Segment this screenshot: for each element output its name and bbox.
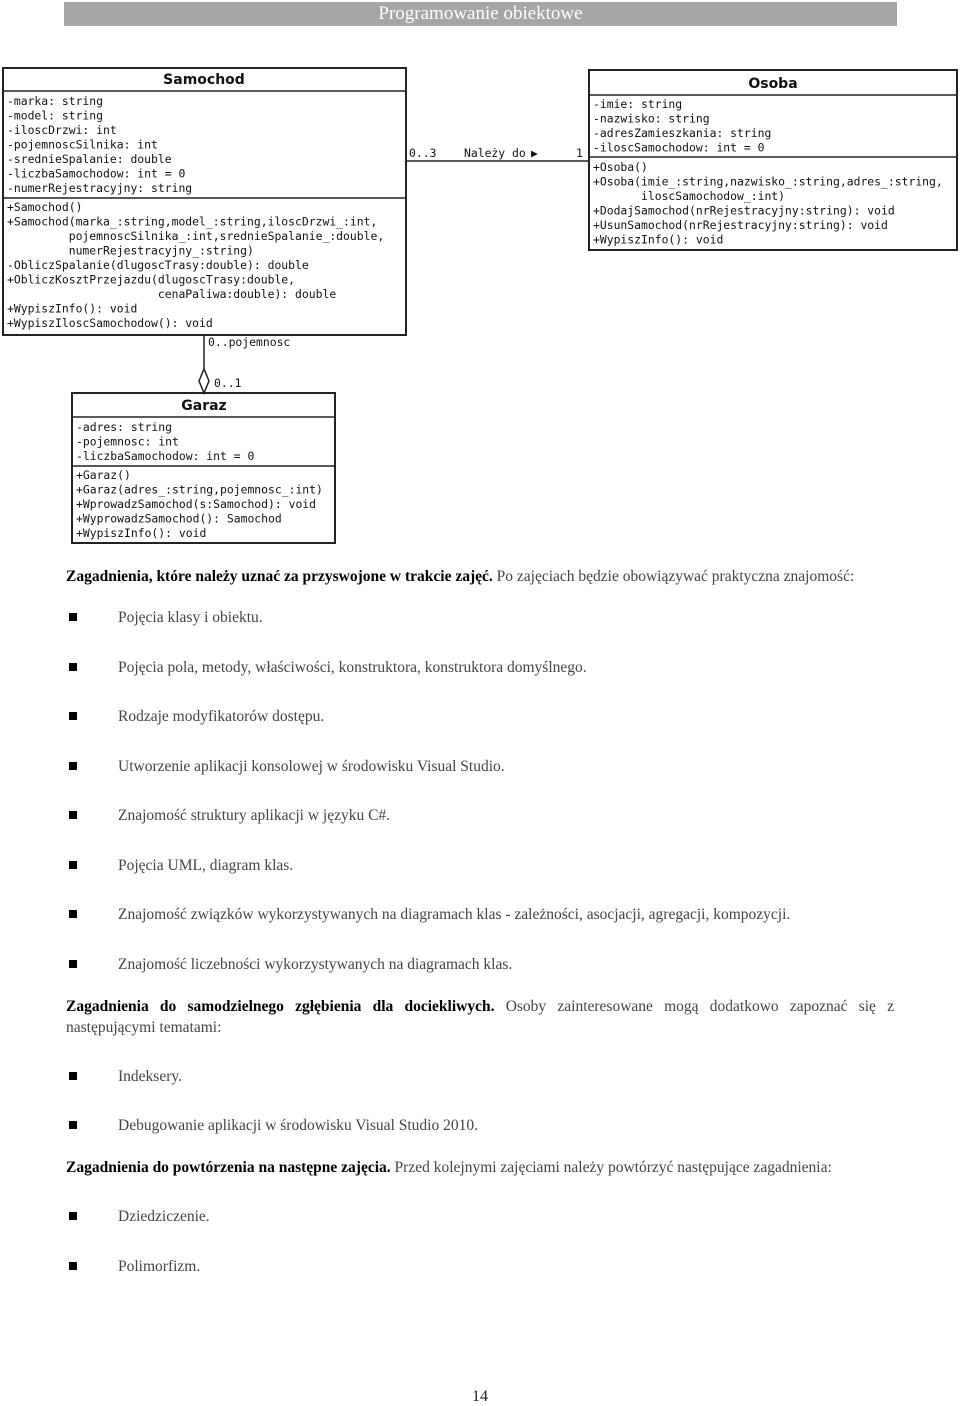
uml-operation: +Garaz(adres_:string,pojemnosc_:int) [76, 482, 323, 497]
uml-operation: +ObliczKosztPrzejazdu(dlugoscTrasy:double, [7, 272, 296, 287]
uml-operation: +Osoba(imie_:string,nazwisko_:string,adres_:string, [593, 174, 943, 189]
uml-operation: +WypiszIloscSamochodow(): void [7, 316, 213, 330]
square-bullet-icon [69, 861, 77, 869]
uml-operation: +Garaz() [76, 468, 131, 482]
list-item [66, 855, 894, 876]
class-osoba [589, 70, 957, 250]
square-bullet-icon [69, 910, 77, 918]
uml-class-diagram [0, 0, 960, 560]
association-direction-icon: ▶ [531, 146, 538, 160]
list-item-text: Utworzenie aplikacji konsolowej w środowisku Visual Studio. [118, 757, 505, 775]
uml-attribute: -adresZamieszkania: string [593, 126, 772, 140]
list-item [66, 607, 894, 628]
page-number: 14 [472, 1388, 488, 1405]
uml-operation: pojemnoscSilnika_:int,srednieSpalanie_:double, [7, 229, 385, 243]
uml-operation: +Samochod() [7, 200, 83, 214]
association-left-multiplicity: 0..3 [409, 146, 437, 160]
section-advanced-intro [66, 996, 894, 1038]
class-osoba-name: Osoba [748, 76, 798, 92]
list-item-text: Indeksery. [118, 1067, 182, 1085]
uml-operation: +WyprowadzSamochod(): Samochod [76, 511, 282, 526]
uml-attribute: -iloscSamochodow: int = 0 [593, 140, 765, 155]
list-item [66, 904, 894, 925]
square-bullet-icon [69, 762, 77, 770]
section-required-list [66, 607, 894, 975]
association-right-multiplicity: 1 [576, 146, 583, 160]
uml-attribute: -numerRejestracyjny: string [7, 181, 193, 195]
list-item [66, 1066, 894, 1087]
aggregation-owner-multiplicity: 0..1 [214, 376, 242, 390]
class-garaz [72, 393, 335, 543]
uml-attribute: -model: string [7, 108, 104, 123]
list-item [66, 756, 894, 777]
uml-operation: cenaPaliwa:double): double [7, 287, 337, 301]
square-bullet-icon [69, 960, 77, 968]
uml-attribute: -liczbaSamochodow: int = 0 [7, 166, 186, 181]
page-header-title: Programowanie obiektowe [378, 3, 583, 24]
uml-attribute: -imie: string [593, 97, 683, 111]
section-required-text: Po zajęciach będzie obowiązywać praktyczna znajomość: [496, 568, 855, 585]
aggregation-diamond-icon [199, 369, 209, 393]
uml-operation: +WypiszInfo(): void [76, 526, 207, 540]
uml-attribute: -pojemnoscSilnika: int [7, 137, 158, 152]
list-item [66, 1206, 894, 1227]
list-item [66, 805, 894, 826]
section-required-heading: Zagadnienia, które należy uznać za przyswojone w trakcie zajęć. [66, 568, 493, 585]
uml-operation: -ObliczSpalanie(dlugoscTrasy:double): double [7, 258, 309, 272]
association-name: Należy do [464, 146, 526, 160]
uml-attribute: -pojemnosc: int [76, 434, 179, 449]
aggregation-role-multiplicity: 0..pojemnosc [208, 335, 291, 349]
section-required-intro [66, 566, 894, 587]
class-samochod [3, 68, 406, 335]
uml-attribute: -liczbaSamochodow: int = 0 [76, 449, 255, 463]
uml-attribute: -nazwisko: string [593, 111, 710, 126]
list-item-text: Rodzaje modyfikatorów dostępu. [118, 708, 325, 725]
square-bullet-icon [69, 1072, 77, 1080]
class-garaz-name: Garaz [181, 398, 227, 414]
list-item-text: Pojęcia klasy i obiektu. [118, 609, 263, 626]
uml-attribute: -srednieSpalanie: double [7, 152, 172, 166]
list-item-text: Debugowanie aplikacji w środowisku Visual Studio 2010. [118, 1117, 478, 1134]
list-item-text: Znajomość związków wykorzystywanych na diagramach klas - zależności, asocjacji, agregacji, kompozycji. [118, 906, 791, 923]
list-item-text: Pojęcia pola, metody, właściwości, konstruktora, konstruktora domyślnego. [118, 658, 587, 676]
section-review-list [66, 1206, 894, 1277]
section-review-text: Przed kolejnymi zajęciami należy powtórzyć następujące zagadnienia: [394, 1159, 832, 1176]
square-bullet-icon [69, 811, 77, 819]
square-bullet-icon [69, 1262, 77, 1270]
section-advanced-heading: Zagadnienia do samodzielnego zgłębienia dla dociekliwych. [66, 997, 495, 1015]
list-item-text: Dziedziczenie. [118, 1208, 210, 1225]
section-advanced-list [66, 1066, 894, 1137]
list-item-text: Znajomość liczebności wykorzystywanych na diagramach klas. [118, 955, 513, 973]
list-item-text: Pojęcia UML, diagram klas. [118, 856, 294, 874]
section-review-intro [66, 1157, 894, 1178]
section-review-heading: Zagadnienia do powtórzenia na następne zajęcia. [66, 1159, 391, 1176]
list-item [66, 706, 894, 727]
topics-content [66, 566, 894, 1277]
list-item [66, 1256, 894, 1277]
section-advanced-text: Osoby zainteresowane mogą dodatkowo zapoznać się z następującymi tematami: [66, 997, 894, 1036]
list-item [66, 1115, 894, 1136]
uml-operation: +WypiszInfo(): void [593, 232, 724, 247]
list-item-text: Znajomość struktury aplikacji w języku C#. [118, 807, 391, 824]
uml-attribute: -marka: string [7, 94, 104, 108]
uml-operation: +WprowadzSamochod(s:Samochod): void [76, 497, 317, 511]
square-bullet-icon [69, 613, 77, 621]
list-item [66, 657, 894, 678]
uml-attribute: -iloscDrzwi: int [7, 123, 117, 137]
uml-operation: +WypiszInfo(): void [7, 301, 138, 316]
square-bullet-icon [69, 1212, 77, 1220]
aggregation-garaz-samochod [199, 335, 290, 393]
uml-operation: +Osoba() [593, 160, 648, 174]
uml-operation: +UsunSamochod(nrRejestracyjny:string): void [593, 218, 888, 232]
association-nalezy-do [406, 146, 589, 161]
square-bullet-icon [69, 712, 77, 720]
list-item [66, 954, 894, 975]
uml-operation: iloscSamochodow_:int) [593, 189, 786, 203]
uml-attribute: -adres: string [76, 420, 173, 434]
uml-operation: +DodajSamochod(nrRejestracyjny:string): void [593, 203, 895, 218]
list-item-text: Polimorfizm. [118, 1257, 201, 1275]
uml-operation: numerRejestracyjny_:string) [7, 243, 254, 258]
uml-operation: +Samochod(marka_:string,model_:string,iloscDrzwi_:int, [7, 214, 378, 229]
square-bullet-icon [69, 1121, 77, 1129]
class-samochod-name: Samochod [163, 72, 245, 88]
square-bullet-icon [69, 663, 77, 671]
